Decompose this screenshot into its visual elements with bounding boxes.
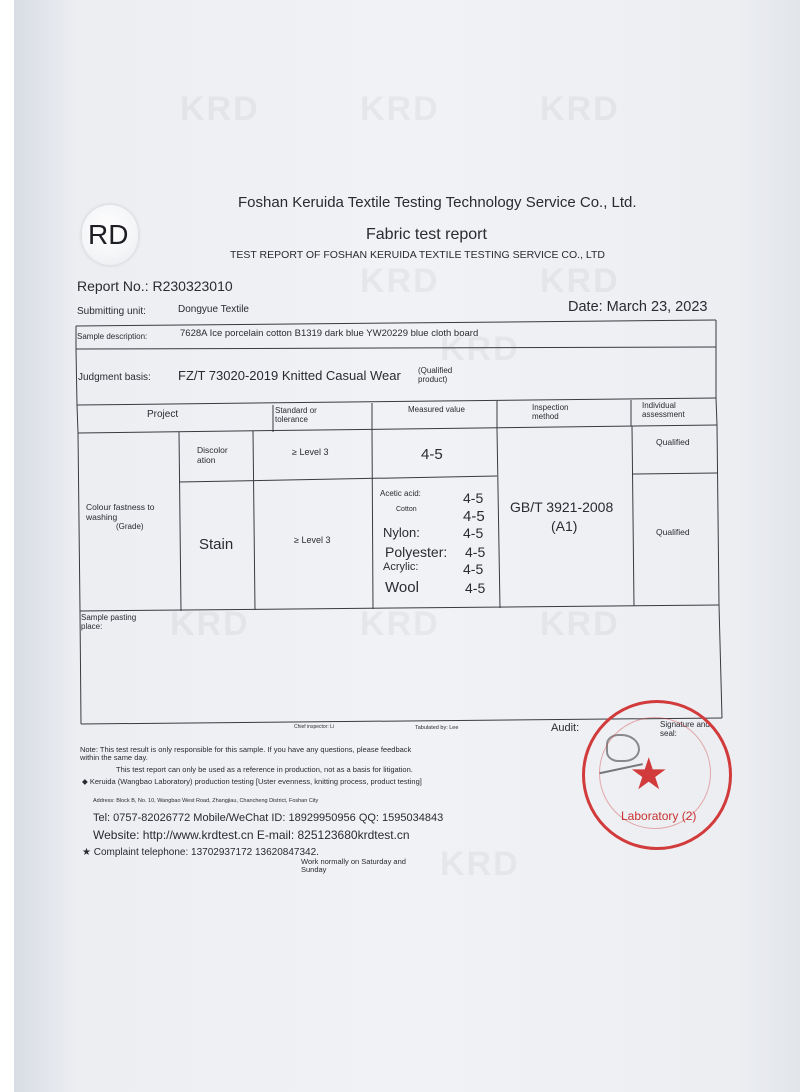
watermark: KRD [170, 605, 250, 643]
stain-item-label: Cotton [396, 506, 417, 513]
footer-note: This test report can only be used as a reference in production, not as a basis for litigation. [116, 765, 413, 774]
sample-description-label: Sample description: [77, 332, 148, 341]
sample-description-value: 7628A Ice porcelain cotton B1319 dark blue YW20229 blue cloth board [180, 328, 479, 339]
stain-item-label: Polyester: [385, 544, 448, 560]
sample-pasting-label: Sample pasting place: [81, 613, 137, 632]
stain-standard: ≥ Level 3 [294, 535, 331, 545]
stain-item-value: 4-5 [463, 561, 484, 577]
stain-label: Stain [199, 536, 234, 553]
stain-item-label: Acetic acid: [380, 489, 421, 498]
report-subtitle: TEST REPORT OF FOSHAN KERUIDA TEXTILE TESTING SERVICE CO., LTD [230, 249, 605, 261]
watermark: KRD [440, 845, 520, 883]
footer-tel: Tel: 0757-82026772 Mobile/WeChat ID: 18929950956 QQ: 1595034843 [93, 812, 444, 824]
report-number: Report No.: R230323010 [77, 278, 233, 294]
watermark: KRD [360, 605, 440, 643]
stain-item-value: 4-5 [465, 580, 486, 596]
discoloration-value: 4-5 [421, 446, 443, 463]
header-measured: Measured value [408, 405, 465, 414]
header-method: Inspection method [532, 403, 569, 422]
watermark: KRD [540, 605, 620, 643]
footer-hours: Work normally on Saturday and Sunday [301, 857, 406, 875]
footer-services: ◆ Keruida (Wangbao Laboratory) production testing [Uster evenness, knitting process, product testing] [82, 777, 422, 786]
judgment-basis-result: (Qualified product) [418, 366, 453, 385]
discoloration-standard: ≥ Level 3 [292, 447, 329, 457]
company-name: Foshan Keruida Textile Testing Technology Service Co., Ltd. [238, 194, 637, 211]
header-standard: Standard or tolerance [275, 406, 317, 425]
watermark: KRD [360, 90, 440, 128]
test-name: Colour fastness to washing [86, 502, 155, 522]
watermark: KRD [360, 262, 440, 300]
company-logo: RD [82, 205, 138, 265]
stamp-label: Laboratory (2) [621, 809, 697, 823]
chief-inspector: Chief inspector: Li [294, 724, 335, 730]
watermark: KRD [540, 262, 620, 300]
stain-item-value: 4-5 [463, 508, 485, 525]
discoloration-label: Discolor ation [197, 445, 228, 465]
discoloration-assessment: Qualified [656, 437, 690, 447]
header-project: Project [147, 409, 179, 420]
stain-item-value: 4-5 [463, 490, 484, 506]
audit-label: Audit: [551, 722, 580, 734]
inspection-method-code: (A1) [551, 518, 578, 534]
report-date: Date: March 23, 2023 [568, 299, 708, 315]
stain-item-label: Nylon: [383, 525, 420, 540]
footer-website: Website: http://www.krdtest.cn E-mail: 825123680krdtest.cn [93, 828, 410, 842]
footer-address: Address: Block B, No. 10, Wangbao West Road, Zhangjiau, Chancheng District, Foshan City [93, 798, 319, 804]
footer-note: Note: This test result is only responsible for this sample. If you have any questions, please feedback within the same day. [80, 745, 412, 763]
header-assessment: Individual assessment [642, 401, 685, 420]
stain-item-value: 4-5 [463, 525, 484, 541]
judgment-basis-label: Judgment basis: [78, 372, 151, 383]
stain-assessment: Qualified [656, 527, 690, 537]
inspection-method: GB/T 3921-2008 [510, 499, 614, 515]
watermark: KRD [180, 90, 260, 128]
stain-item-label: Acrylic: [383, 561, 419, 573]
report-title: Fabric test report [366, 226, 487, 243]
stain-item-label: Wool [385, 579, 419, 596]
footer-complaint: ★ Complaint telephone: 13702937172 13620847342. [82, 847, 319, 858]
stain-item-value: 4-5 [465, 544, 486, 560]
star-icon: ★ [629, 750, 669, 799]
watermark: KRD [540, 90, 620, 128]
test-unit: (Grade) [116, 522, 144, 531]
laboratory-stamp [582, 700, 732, 850]
submitting-unit-label: Submitting unit: [77, 306, 146, 317]
judgment-basis-value: FZ/T 73020-2019 Knitted Casual Wear [178, 368, 401, 383]
watermark: KRD [440, 330, 520, 368]
tabulated-by: Tabulated by: Lee [415, 725, 459, 731]
signature-seal-label: Signature and seal: [660, 720, 710, 739]
submitting-unit-value: Dongyue Textile [178, 304, 249, 315]
